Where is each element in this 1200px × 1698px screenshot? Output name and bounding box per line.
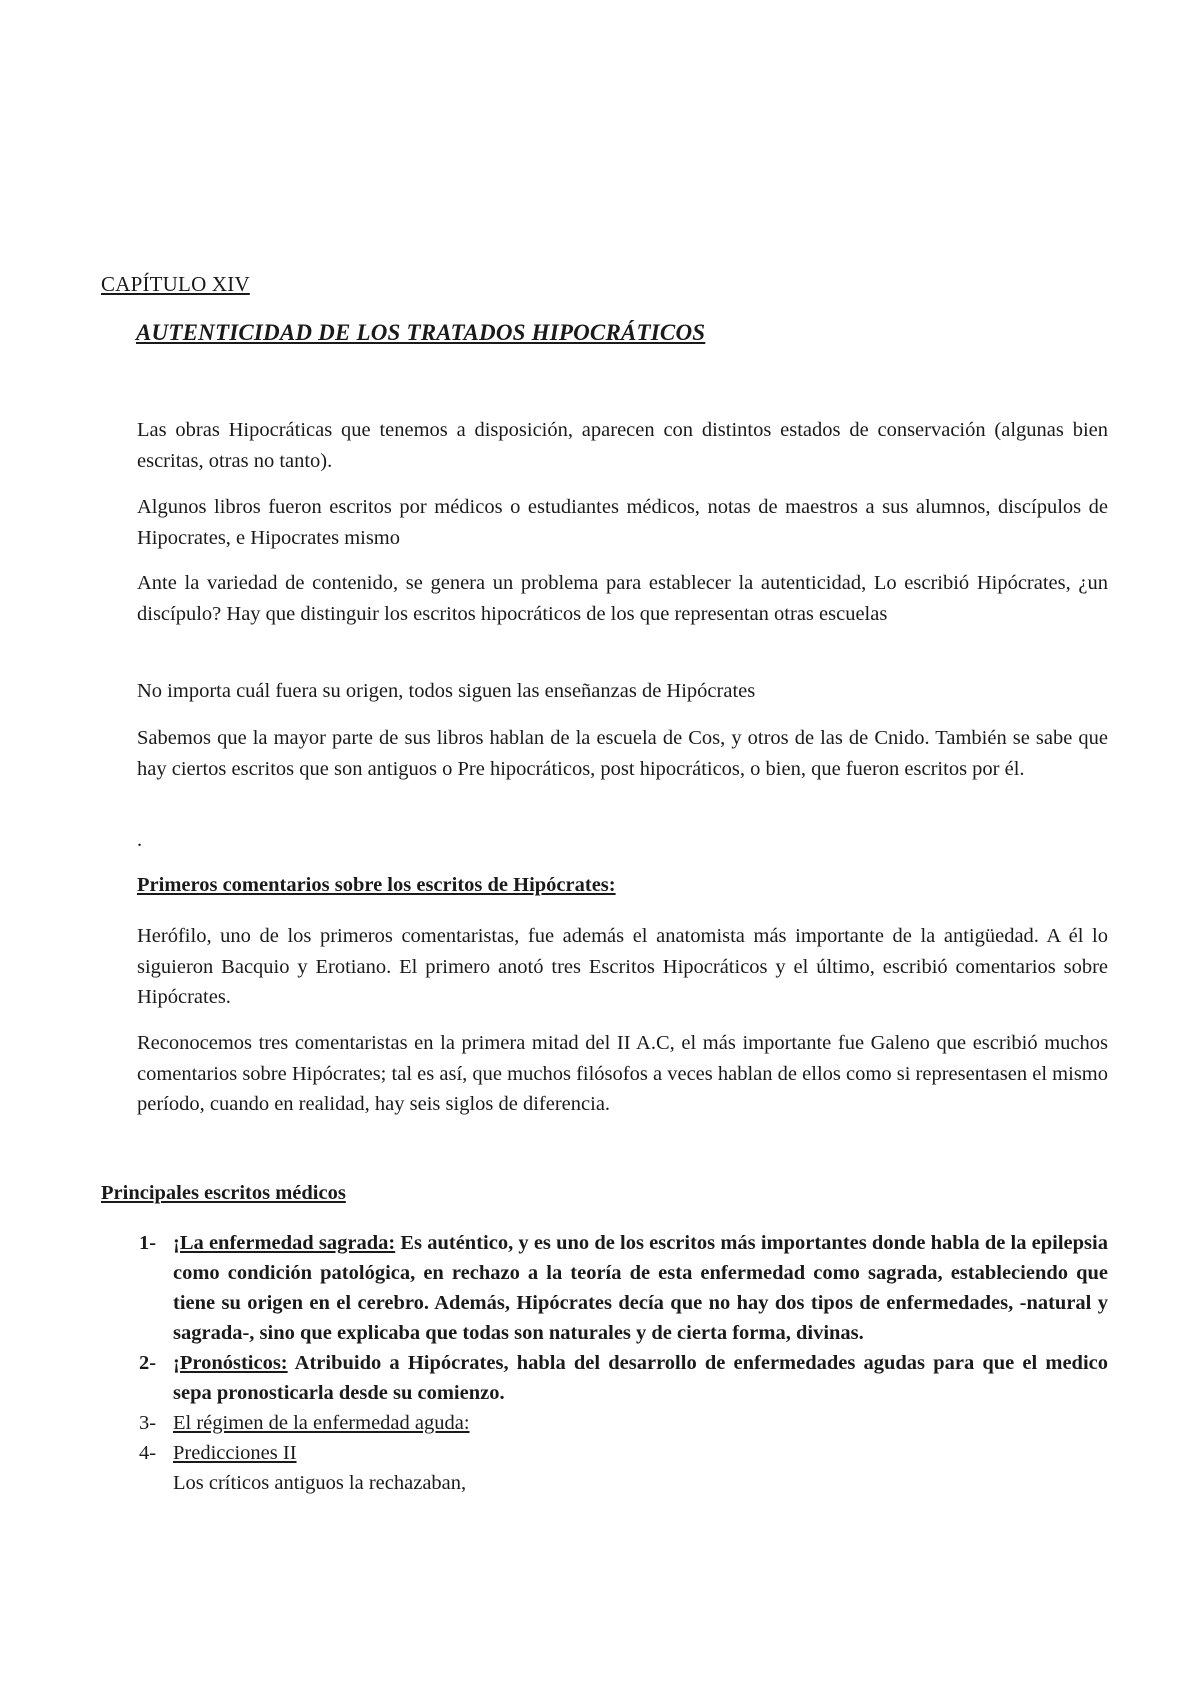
list-item <box>101 1228 1108 1348</box>
paragraph: No importa cuál fuera su origen, todos siguen las enseñanzas de Hipócrates <box>137 680 756 702</box>
paragraph: Ante la variedad de contenido, se genera un problema para establecer la autenticidad, Lo escribió Hipócrates, ¿un discípulo? Hay que distinguir los escritos hipocráticos de los que representan otras escuelas <box>137 572 1108 625</box>
list-item <box>101 1438 1108 1498</box>
list-item <box>101 1408 1108 1438</box>
chapter-heading: CAPÍTULO XIV <box>101 272 250 296</box>
list-number: 4- <box>139 1442 157 1464</box>
list-item-text: Es auténtico, y es uno de los escritos más importantes donde habla de la epilepsia como condición patológica, en rechazo a la teoría de esta enfermedad como sagrada, estableciendo que tiene su origen en el cerebro. Además, Hipócrates decía que no hay dos tipos de enfermedades, -natural y sagrada-, sino que explicaba que todas son naturales y de cierta forma, divinas. <box>173 1232 1108 1344</box>
list-number: 2- <box>139 1352 157 1374</box>
subsection-heading: Primeros comentarios sobre los escritos de Hipócrates: <box>137 874 616 896</box>
list-item-title: ¡La enfermedad sagrada: <box>173 1232 396 1254</box>
section-heading: Principales escritos médicos <box>101 1182 346 1204</box>
list-number: 1- <box>139 1232 157 1254</box>
list-number: 3- <box>139 1412 157 1434</box>
paragraph: Las obras Hipocráticas que tenemos a disposición, aparecen con distintos estados de conservación (algunas bien escritas, otras no tanto). <box>137 419 1108 472</box>
paragraph: Algunos libros fueron escritos por médicos o estudiantes médicos, notas de maestros a sus alumnos, discípulos de Hipocrates, e Hipocrates mismo <box>137 496 1108 549</box>
list-item-title: ¡Pronósticos: <box>173 1352 288 1374</box>
paragraph: Sabemos que la mayor parte de sus libros hablan de la escuela de Cos, y otros de las de Cnido. También se sabe que hay ciertos escritos que son antiguos o Pre hipocráticos, post hipocráticos, o bien, que fueron escritos por él. <box>137 727 1108 780</box>
document-title: AUTENTICIDAD DE LOS TRATADOS HIPOCRÁTICOS <box>136 320 706 345</box>
stray-dot: . <box>137 829 143 851</box>
list-item-text: Atribuido a Hipócrates, habla del desarrollo de enfermedades agudas para que el medico sepa pronosticarla desde su comienzo. <box>173 1352 1108 1404</box>
medical-writings-list <box>101 1228 1108 1498</box>
list-item-title: El régimen de la enfermedad aguda: <box>173 1412 470 1434</box>
subsection-paragraph: Herófilo, uno de los primeros comentaristas, fue además el anatomista más importante de la antigüedad. A él lo siguieron Bacquio y Erotiano. El primero anotó tres Escritos Hipocráticos y el último, escribió comentarios sobre Hipócrates. <box>137 925 1108 1008</box>
list-item <box>101 1348 1108 1408</box>
list-item-extra: Los críticos antiguos la rechazaban, <box>173 1472 467 1494</box>
list-item-title: Predicciones II <box>173 1442 297 1464</box>
subsection-paragraph: Reconocemos tres comentaristas en la primera mitad del II A.C, el más importante fue Galeno que escribió muchos comentarios sobre Hipócrates; tal es así, que muchos filósofos a veces hablan de ellos como si representasen el mismo período, cuando en realidad, hay seis siglos de diferencia. <box>137 1032 1108 1115</box>
